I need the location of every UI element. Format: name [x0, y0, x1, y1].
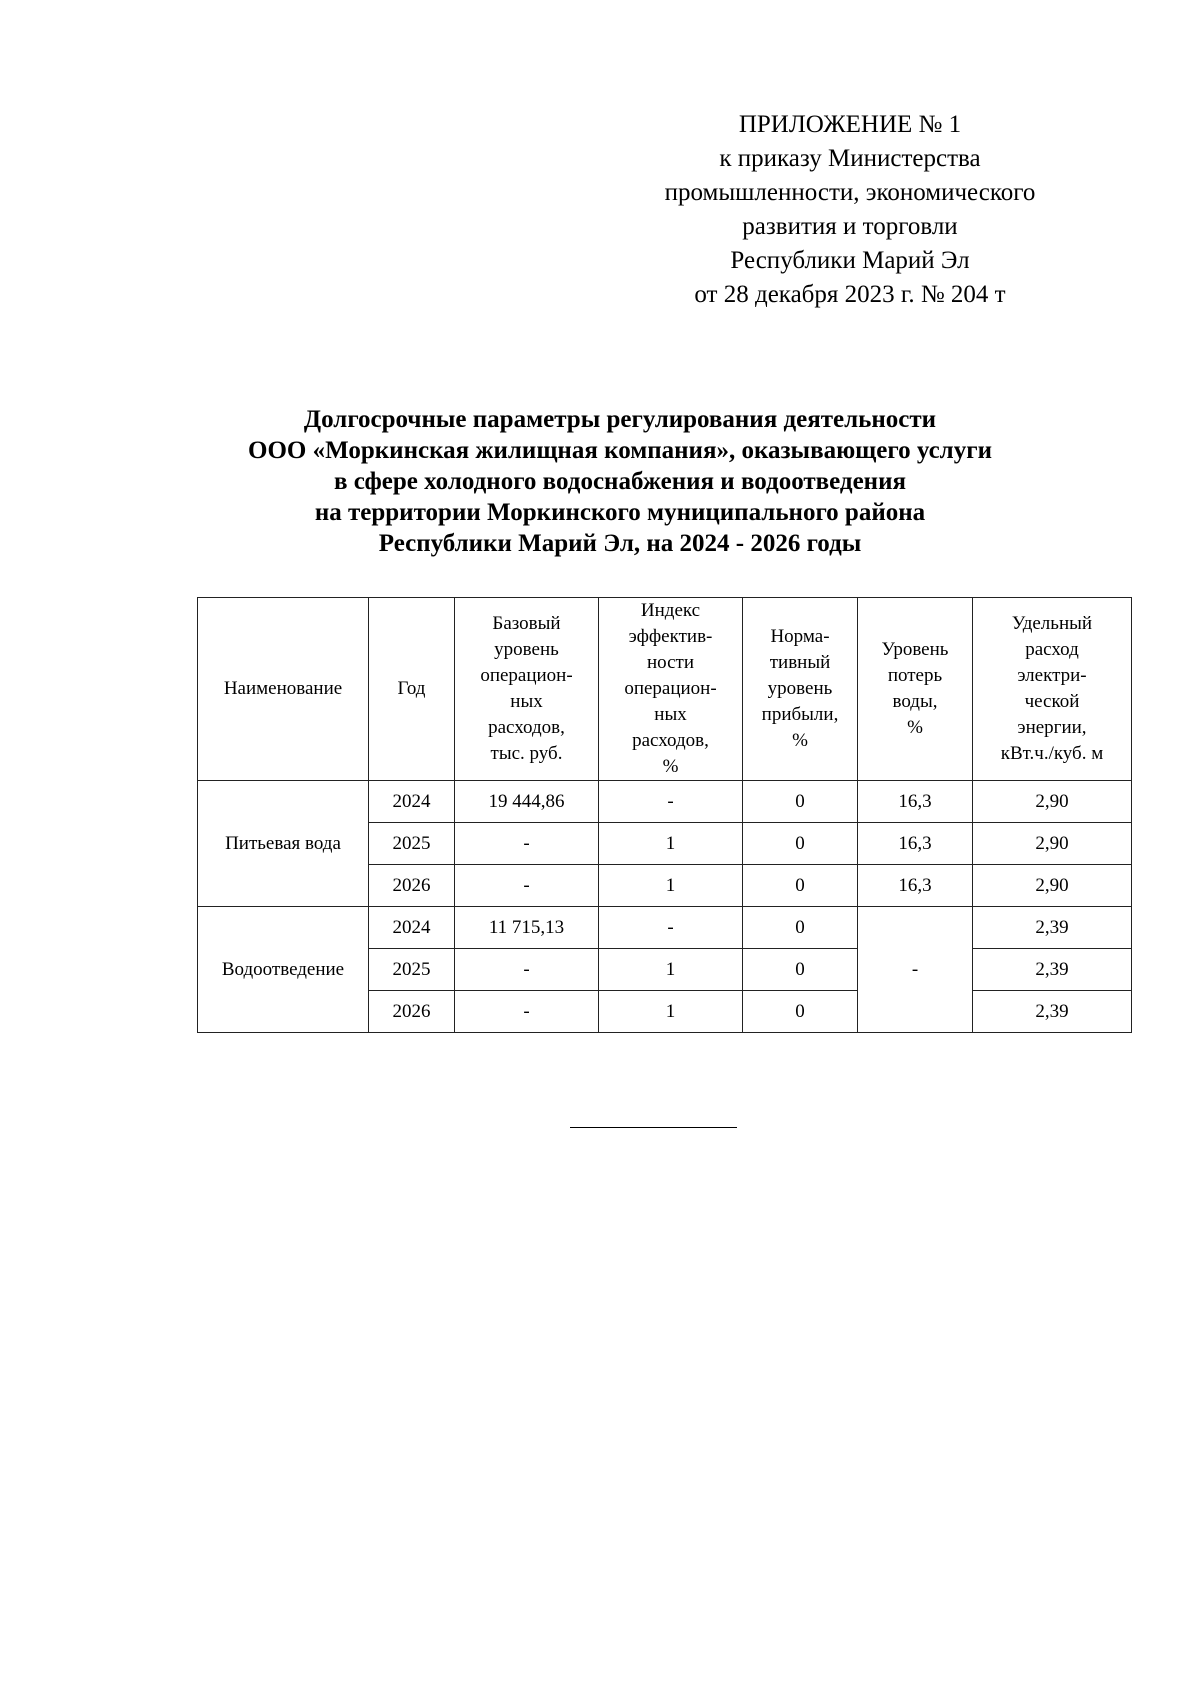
header-energy-consumption: Удельный расход электри- ческой энергии, кВт.ч./куб. м [973, 598, 1132, 781]
cell-year: 2025 [369, 949, 455, 991]
cell-energy: 2,90 [973, 781, 1132, 823]
cell-loss: 16,3 [858, 865, 973, 907]
cell-energy: 2,90 [973, 865, 1132, 907]
header-base-level: Базовый уровень операцион- ных расходов, тыс. руб. [455, 598, 599, 781]
header-efficiency-index: Индекс эффектив- ности операцион- ных расходов, % [599, 598, 743, 781]
table-row [198, 781, 1132, 823]
cell-profit: 0 [743, 781, 858, 823]
title-line: в сфере холодного водоснабжения и водоотведения [333, 468, 907, 495]
cell-loss: 16,3 [858, 781, 973, 823]
appendix-line: развития и торговли [742, 213, 958, 240]
title-line: ООО «Моркинская жилищная компания», оказывающего услуги [248, 437, 992, 464]
cell-profit: 0 [743, 865, 858, 907]
appendix-line: Республики Марий Эл [730, 247, 970, 274]
cell-year: 2025 [369, 823, 455, 865]
group-name: Питьевая вода [198, 781, 369, 907]
appendix-block [600, 108, 1100, 312]
header-year: Год [369, 598, 455, 781]
cell-energy: 2,39 [973, 949, 1132, 991]
cell-profit: 0 [743, 949, 858, 991]
cell-energy: 2,39 [973, 907, 1132, 949]
cell-index: 1 [599, 949, 743, 991]
cell-year: 2026 [369, 991, 455, 1033]
cell-base: 11 715,13 [455, 907, 599, 949]
group-name: Водоотведение [198, 907, 369, 1033]
cell-energy: 2,90 [973, 823, 1132, 865]
closing-rule [570, 1127, 737, 1128]
header-water-loss: Уровень потерь воды, % [858, 598, 973, 781]
title-line: Долгосрочные параметры регулирования деятельности [303, 406, 937, 433]
appendix-line: к приказу Министерства [719, 145, 981, 172]
cell-base: - [455, 865, 599, 907]
header-name: Наименование [198, 598, 369, 781]
cell-index: 1 [599, 991, 743, 1033]
cell-index: 1 [599, 865, 743, 907]
header-profit-level: Норма- тивный уровень прибыли, % [743, 598, 858, 781]
cell-base: 19 444,86 [455, 781, 599, 823]
cell-profit: 0 [743, 907, 858, 949]
parameters-table [197, 597, 1132, 1033]
cell-index: - [599, 907, 743, 949]
title-line: на территории Моркинского муниципального района [314, 499, 926, 526]
cell-base: - [455, 949, 599, 991]
appendix-line: ПРИЛОЖЕНИЕ № 1 [738, 111, 962, 138]
table-row [198, 907, 1132, 949]
cell-energy: 2,39 [973, 991, 1132, 1033]
cell-index: 1 [599, 823, 743, 865]
appendix-line: промышленности, экономического [664, 179, 1036, 206]
cell-index: - [599, 781, 743, 823]
cell-year: 2024 [369, 907, 455, 949]
appendix-line: от 28 декабря 2023 г. № 204 т [694, 281, 1006, 308]
title-line: Республики Марий Эл, на 2024 - 2026 годы [378, 530, 862, 557]
cell-base: - [455, 823, 599, 865]
cell-loss-merged: - [858, 907, 973, 1033]
cell-year: 2024 [369, 781, 455, 823]
cell-profit: 0 [743, 823, 858, 865]
cell-base: - [455, 991, 599, 1033]
cell-profit: 0 [743, 991, 858, 1033]
cell-year: 2026 [369, 865, 455, 907]
document-title [160, 404, 1080, 559]
cell-loss: 16,3 [858, 823, 973, 865]
